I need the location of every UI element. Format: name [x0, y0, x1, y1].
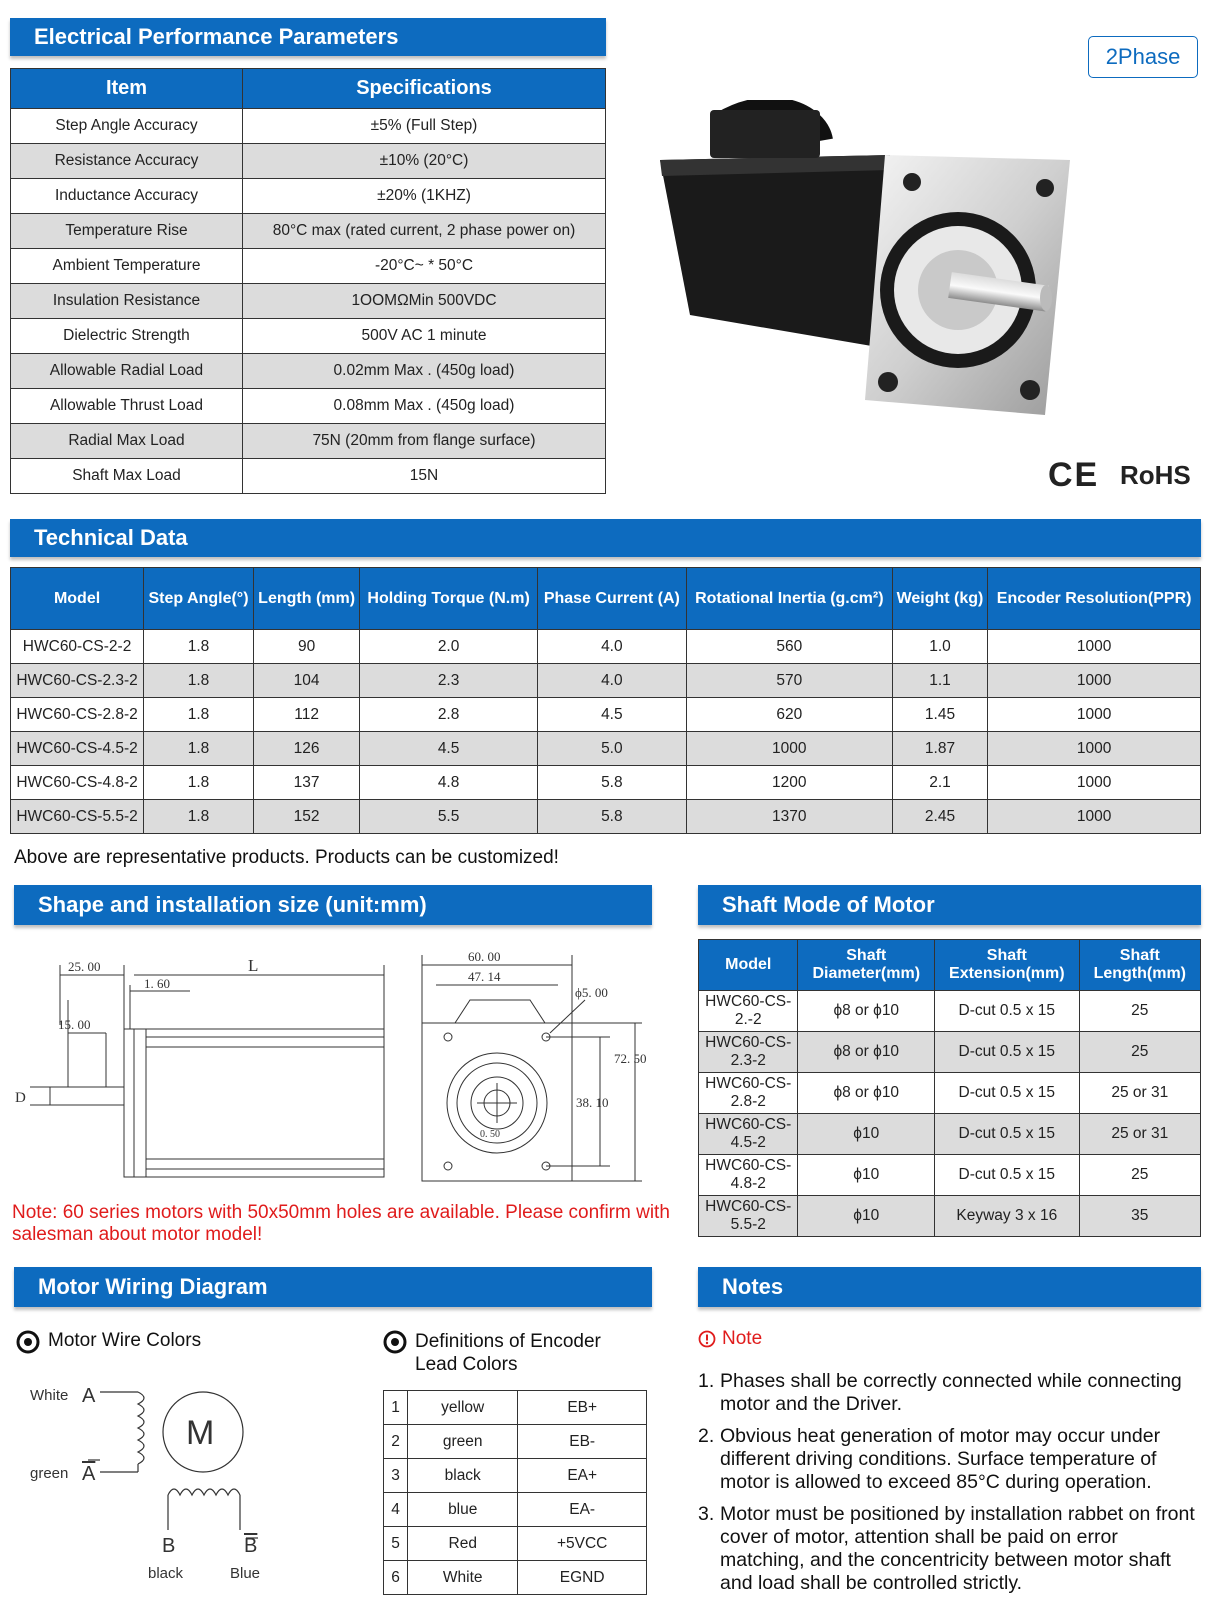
table-cell: 1 [384, 1391, 408, 1425]
table-cell: 25 [1079, 1032, 1200, 1073]
table-cell: 1.0 [892, 630, 987, 664]
table-cell: 25 [1079, 991, 1200, 1032]
table-cell: black [408, 1459, 518, 1493]
table-row [699, 1196, 1201, 1237]
circle-arrow-icon [383, 1330, 407, 1354]
table-cell: -20°C~ * 50°C [243, 249, 606, 284]
encoder-colors-title [383, 1330, 601, 1376]
table-cell: ϕ10 [798, 1114, 935, 1155]
dim-label: 0. 50 [480, 1129, 500, 1140]
table-cell: 1.1 [892, 664, 987, 698]
table-cell: 4.5 [360, 732, 538, 766]
table-row [11, 732, 1201, 766]
shaft-mode-section-header: Shaft Mode of Motor [698, 885, 1201, 925]
column-header: Step Angle(°) [144, 568, 254, 630]
table-cell: 15N [243, 459, 606, 494]
table-cell: 2.0 [360, 630, 538, 664]
note-heading-label: Note [722, 1328, 763, 1349]
table-cell: HWC60-CS-4.5-2 [11, 732, 144, 766]
table-cell: ±5% (Full Step) [243, 109, 606, 144]
column-header: Item [11, 69, 243, 109]
table-cell: 570 [686, 664, 892, 698]
table-cell: D-cut 0.5 x 15 [935, 1114, 1080, 1155]
wire-color-label: White [30, 1387, 69, 1404]
table-cell: 560 [686, 630, 892, 664]
table-cell: 2.8 [360, 698, 538, 732]
table-cell: 126 [253, 732, 359, 766]
table-cell: HWC60-CS-2.8-2 [699, 1073, 798, 1114]
motor-wiring-schematic [20, 1370, 280, 1590]
table-cell: HWC60-CS-4.8-2 [11, 766, 144, 800]
table-cell: Step Angle Accuracy [11, 109, 243, 144]
wire-color-label: green [30, 1465, 69, 1482]
table-cell: 620 [686, 698, 892, 732]
electrical-section-header: Electrical Performance Parameters [10, 18, 606, 56]
table-cell: 104 [253, 664, 359, 698]
encoder-title-line: Lead Colors [415, 1354, 518, 1375]
column-header: Weight (kg) [892, 568, 987, 630]
table-cell: D-cut 0.5 x 15 [935, 1073, 1080, 1114]
table-cell: 25 or 31 [1079, 1073, 1200, 1114]
table-row [384, 1527, 647, 1561]
motor-product-image [650, 100, 1090, 440]
table-cell: 1000 [988, 732, 1201, 766]
table-cell: HWC60-CS-2.3-2 [11, 664, 144, 698]
phase-label: A [82, 1385, 96, 1407]
table-cell: HWC60-CS-5.5-2 [699, 1196, 798, 1237]
table-row [699, 1073, 1201, 1114]
table-row [384, 1561, 647, 1595]
table-cell: 35 [1079, 1196, 1200, 1237]
column-header: Model [11, 568, 144, 630]
table-cell: EA+ [518, 1459, 647, 1493]
table-cell: 1370 [686, 800, 892, 834]
table-row [384, 1425, 647, 1459]
table-row [699, 991, 1201, 1032]
table-cell: 4.0 [537, 630, 686, 664]
table-cell: 5.0 [537, 732, 686, 766]
table-row [11, 319, 606, 354]
table-cell: ϕ8 or ϕ10 [798, 1073, 935, 1114]
table-cell: EA- [518, 1493, 647, 1527]
table-cell: 75N (20mm from flange surface) [243, 424, 606, 459]
table-cell: 1000 [988, 698, 1201, 732]
phase-label: B [244, 1535, 258, 1557]
table-cell: 2 [384, 1425, 408, 1459]
table-row [11, 459, 606, 494]
notes-section-header: Notes [698, 1267, 1201, 1307]
table-cell: 5 [384, 1527, 408, 1561]
wire-color-label: Blue [230, 1565, 261, 1582]
table-cell: 1.87 [892, 732, 987, 766]
table-cell: 5.8 [537, 800, 686, 834]
table-row [11, 766, 1201, 800]
table-cell: 5.8 [537, 766, 686, 800]
rohs-logo: RoHS [1120, 460, 1191, 490]
table-cell: 1000 [988, 664, 1201, 698]
dim-label: 60. 00 [468, 949, 501, 964]
table-cell: Red [408, 1527, 518, 1561]
dim-label: 38. 10 [576, 1095, 609, 1110]
table-row [11, 144, 606, 179]
technical-data-table [10, 567, 1201, 834]
table-cell: 4.0 [537, 664, 686, 698]
wire-colors-label: Motor Wire Colors [48, 1330, 202, 1351]
table-cell: 25 [1079, 1155, 1200, 1196]
note-item [698, 1503, 1204, 1595]
table-cell: Radial Max Load [11, 424, 243, 459]
phase-badge: 2Phase [1088, 36, 1198, 78]
installation-dimension-drawing [10, 945, 670, 1200]
dim-label: 15. 00 [58, 1017, 91, 1032]
column-header: Rotational Inertia (g.cm²) [686, 568, 892, 630]
table-cell: 4 [384, 1493, 408, 1527]
table-cell: 90 [253, 630, 359, 664]
column-header: Encoder Resolution(PPR) [988, 568, 1201, 630]
table-cell: HWC60-CS-5.5-2 [11, 800, 144, 834]
electrical-parameters-table [10, 68, 606, 494]
circle-arrow-icon [16, 1330, 40, 1354]
table-cell: ϕ10 [798, 1196, 935, 1237]
alert-circle-icon [698, 1330, 716, 1348]
table-cell: 2.45 [892, 800, 987, 834]
table-cell: 80°C max (rated current, 2 phase power on) [243, 214, 606, 249]
table-cell: EB+ [518, 1391, 647, 1425]
note-number: 1. [698, 1370, 715, 1392]
table-cell: 25 or 31 [1079, 1114, 1200, 1155]
table-cell: D-cut 0.5 x 15 [935, 1032, 1080, 1073]
table-cell: Resistance Accuracy [11, 144, 243, 179]
table-cell: blue [408, 1493, 518, 1527]
encoder-lead-table [383, 1390, 647, 1595]
shaft-mode-table [698, 939, 1201, 1237]
table-cell: +5VCC [518, 1527, 647, 1561]
table-cell: EB- [518, 1425, 647, 1459]
column-header: Model [699, 940, 798, 991]
motor-symbol-label: M [186, 1414, 215, 1452]
note-item [698, 1425, 1204, 1494]
note-number: 2. [698, 1425, 715, 1447]
table-cell: 1000 [988, 630, 1201, 664]
table-row [11, 179, 606, 214]
table-cell: D-cut 0.5 x 15 [935, 1155, 1080, 1196]
table-cell: Keyway 3 x 16 [935, 1196, 1080, 1237]
note-number: 3. [698, 1503, 715, 1525]
table-cell: HWC60-CS-2.3-2 [699, 1032, 798, 1073]
table-cell: yellow [408, 1391, 518, 1425]
table-row [699, 1114, 1201, 1155]
notes-list [698, 1370, 1204, 1604]
table-cell: 112 [253, 698, 359, 732]
column-header: Specifications [243, 69, 606, 109]
table-cell: D-cut 0.5 x 15 [935, 991, 1080, 1032]
encoder-title-line: Definitions of Encoder [415, 1331, 601, 1352]
customization-remark: Above are representative products. Products can be customized! [14, 847, 559, 868]
table-cell: ±20% (1KHZ) [243, 179, 606, 214]
column-header: Shaft Length(mm) [1079, 940, 1200, 991]
ce-mark-logo: CE [1048, 456, 1100, 494]
table-cell: green [408, 1425, 518, 1459]
dim-label: D [15, 1090, 26, 1106]
table-cell: ϕ8 or ϕ10 [798, 1032, 935, 1073]
dim-label: L [248, 956, 259, 975]
table-cell: 500V AC 1 minute [243, 319, 606, 354]
table-row [384, 1391, 647, 1425]
table-cell: White [408, 1561, 518, 1595]
table-cell: 152 [253, 800, 359, 834]
table-row [11, 698, 1201, 732]
note-text: Phases shall be correctly connected while connecting motor and the Driver. [720, 1370, 1182, 1415]
table-cell: Inductance Accuracy [11, 179, 243, 214]
table-cell: 3 [384, 1459, 408, 1493]
dim-label: 1. 60 [144, 976, 170, 991]
technical-section-header: Technical Data [10, 519, 1201, 557]
table-row [699, 1155, 1201, 1196]
column-header: Holding Torque (N.m) [360, 568, 538, 630]
dim-label: ϕ5. 00 [575, 985, 608, 1000]
table-cell: 1.8 [144, 630, 254, 664]
table-row [11, 664, 1201, 698]
note-heading [698, 1328, 762, 1350]
table-cell: HWC60-CS-2-2 [11, 630, 144, 664]
column-header: Length (mm) [253, 568, 359, 630]
table-cell: 1200 [686, 766, 892, 800]
table-cell: HWC60-CS-4.5-2 [699, 1114, 798, 1155]
wire-color-label: black [148, 1565, 184, 1582]
table-row [11, 284, 606, 319]
table-cell: 1000 [988, 766, 1201, 800]
table-cell: ϕ8 or ϕ10 [798, 991, 935, 1032]
table-cell: 0.02mm Max . (450g load) [243, 354, 606, 389]
column-header: Phase Current (A) [537, 568, 686, 630]
table-cell: 4.5 [537, 698, 686, 732]
table-cell: Shaft Max Load [11, 459, 243, 494]
phase-label: B [162, 1535, 176, 1557]
table-cell: 0.08mm Max . (450g load) [243, 389, 606, 424]
table-row [11, 424, 606, 459]
table-row [11, 630, 1201, 664]
shape-section-header: Shape and installation size (unit:mm) [14, 885, 652, 925]
table-cell: Ambient Temperature [11, 249, 243, 284]
table-row [11, 249, 606, 284]
table-cell: HWC60-CS-2.-2 [699, 991, 798, 1032]
table-cell: HWC60-CS-2.8-2 [11, 698, 144, 732]
note-item [698, 1370, 1204, 1416]
table-cell: ±10% (20°C) [243, 144, 606, 179]
note-text: Obvious heat generation of motor may occur under different driving conditions. Surface temperature of motor is allowed to exceed 85°C during operation. [720, 1425, 1161, 1493]
table-cell: 2.1 [892, 766, 987, 800]
table-cell: 1OOMΩMin 500VDC [243, 284, 606, 319]
table-cell: 1000 [686, 732, 892, 766]
table-row [11, 109, 606, 144]
table-cell: 1.8 [144, 766, 254, 800]
table-row [11, 214, 606, 249]
series-availability-note: Note: 60 series motors with 50x50mm holes are available. Please confirm with salesman about motor model! [12, 1202, 670, 1246]
table-cell: 2.3 [360, 664, 538, 698]
dim-label: 25. 00 [68, 959, 101, 974]
table-row [11, 800, 1201, 834]
table-row [11, 354, 606, 389]
table-cell: 4.8 [360, 766, 538, 800]
table-cell: 5.5 [360, 800, 538, 834]
table-cell: EGND [518, 1561, 647, 1595]
table-cell: Temperature Rise [11, 214, 243, 249]
dim-label: 72. 50 [614, 1051, 647, 1066]
table-cell: 1.8 [144, 800, 254, 834]
table-cell: 6 [384, 1561, 408, 1595]
wiring-section-header: Motor Wiring Diagram [14, 1267, 652, 1307]
table-cell: HWC60-CS-4.8-2 [699, 1155, 798, 1196]
column-header: Shaft Diameter(mm) [798, 940, 935, 991]
table-cell: Allowable Thrust Load [11, 389, 243, 424]
table-cell: 137 [253, 766, 359, 800]
column-header: Shaft Extension(mm) [935, 940, 1080, 991]
table-cell: 1.8 [144, 664, 254, 698]
table-row [699, 1032, 1201, 1073]
table-row [384, 1493, 647, 1527]
table-cell: Allowable Radial Load [11, 354, 243, 389]
table-cell: 1.8 [144, 732, 254, 766]
table-cell: Dielectric Strength [11, 319, 243, 354]
table-cell: Insulation Resistance [11, 284, 243, 319]
table-cell: 1000 [988, 800, 1201, 834]
phase-label: A [82, 1463, 96, 1485]
wire-colors-title [16, 1330, 201, 1354]
table-cell: 1.45 [892, 698, 987, 732]
dim-label: 47. 14 [468, 969, 501, 984]
note-text: Motor must be positioned by installation rabbet on front cover of motor, attention shall be paid on error matching, and the concentricity between motor shaft and load shall be controlled strictly. [720, 1503, 1195, 1594]
table-row [11, 389, 606, 424]
table-cell: ϕ10 [798, 1155, 935, 1196]
table-cell: 1.8 [144, 698, 254, 732]
table-row [384, 1459, 647, 1493]
